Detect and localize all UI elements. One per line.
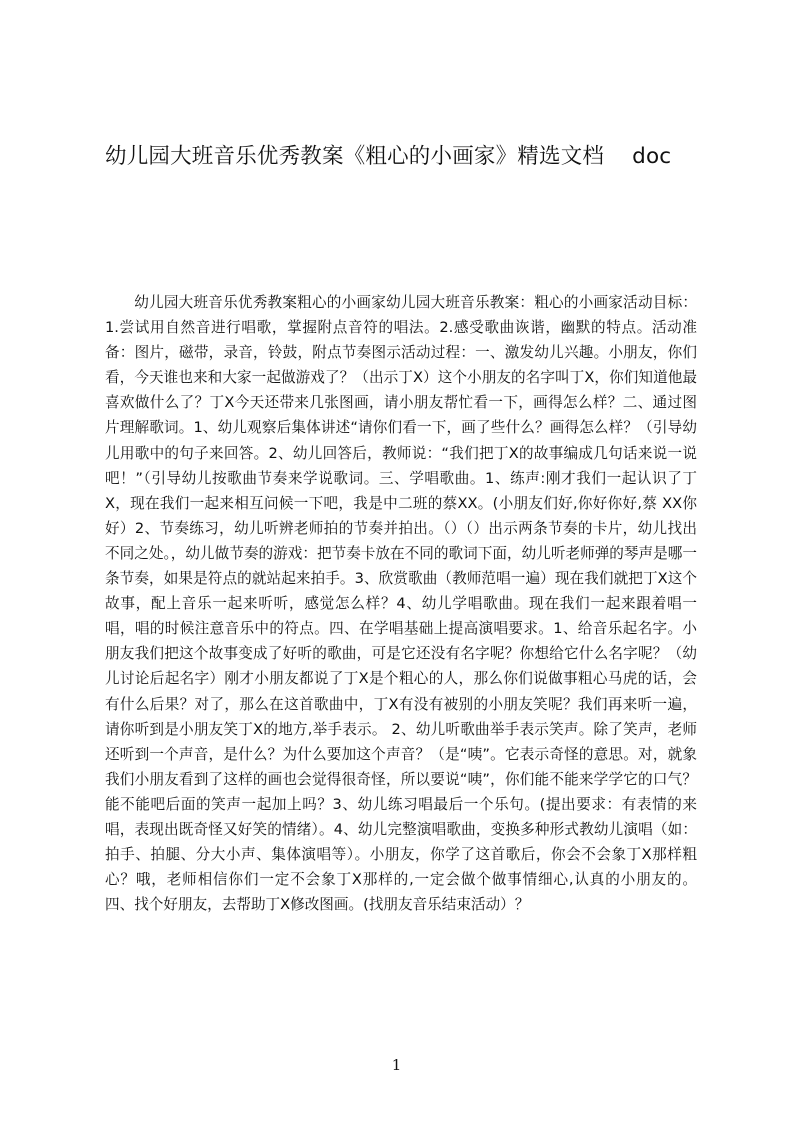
document-body-paragraph: 幼儿园大班音乐优秀教案粗心的小画家幼儿园大班音乐教案：粗心的小画家活动目标：1.尝试用自然音进行唱歌，掌握附点音符的唱法。2.感受歌曲诙谐，幽默的特点。活动准备：图片，磁带，录音，铃鼓，附点节奏图示活动过程：一、激发幼儿兴趣。小朋友，你们看，今天谁也来和大家一起做游戏了？（出示丁X）这个小朋友的名字叫丁X，你们知道他最喜欢做什么了？丁X今天还带来几张图画，请小朋友帮忙看一下，画得怎么样？二、通过图片理解歌词。1、幼儿观察后集体讲述“请你们看一下，画了些什么？画得怎么样？（引导幼儿用歌中的句子来回答。2、幼儿回答后，教师说：“我们把丁X的故事编成几句话来说一说吧！”（引导幼儿按歌曲节奏来学说歌词。三、学唱歌曲。1、练声:刚才我们一起认识了丁 X，现在我们一起来相互问候一下吧，我是中二班的蔡XX。(小朋友们好,你好你好,蔡 XX你好）2、节奏练习，幼儿听辨老师拍的节奏并拍出。（）（）出示两条节奏的卡片，幼儿找出不同之处。，幼儿做节奏的游戏：把节奏卡放在不同的歌词下面，幼儿听老师弹的琴声是哪一条节奏，如果是符点的就站起来拍手。3、欣赏歌曲（教师范唱一遍）现在我们就把丁X这个故事，配上音乐一起来听听，感觉怎么样？4、幼儿学唱歌曲。现在我们一起来跟着唱一唱，唱的时候注意音乐中的符点。四、在学唱基础上提高演唱要求。1、给音乐起名字。小朋友我们把这个故事变成了好听的歌曲，可是它还没有名字呢？你想给它什么名字呢？（幼儿讨论后起名字）刚才小朋友都说了丁X是个粗心的人，那么你们说做事粗心马虎的话，会有什么后果？对了，那么在这首歌曲中，丁X有没有被别的小朋友笑呢？我们再来听一遍，请你听到是小朋友笑丁X的地方,举手表示。 2、幼儿听歌曲举手表示笑声。除了笑声，老师还听到一个声音，是什么？为什么要加这个声音？（是“咦”。它表示奇怪的意思。对，就象我们小朋友看到了这样的画也会觉得很奇怪，所以要说“咦”，你们能不能来学学它的口气？能不能吧后面的笑声一起加上吗？3、幼儿练习唱最后一个乐句。(提出要求：有表情的来唱，表现出既奇怪又好笑的情绪）。4、幼儿完整演唱歌曲，变换多种形式教幼儿演唱（如：拍手、拍腿、分大小声、集体演唱等）。小朋友，你学了这首歌后，你会不会象丁X那样粗心？哦，老师相信你们一定不会象丁X那样的,一定会做个做事情细心,认真的小朋友的。 四、找个好朋友，去帮助丁X修改图画。(找朋友音乐结束活动）？	[105, 294, 697, 914]
document-title-suffix: doc	[632, 144, 672, 169]
document-title	[105, 142, 705, 172]
document-title-text: 幼儿园大班音乐优秀教案《粗心的小画家》精选文档	[105, 144, 605, 169]
page-number: 1	[391, 1056, 402, 1074]
